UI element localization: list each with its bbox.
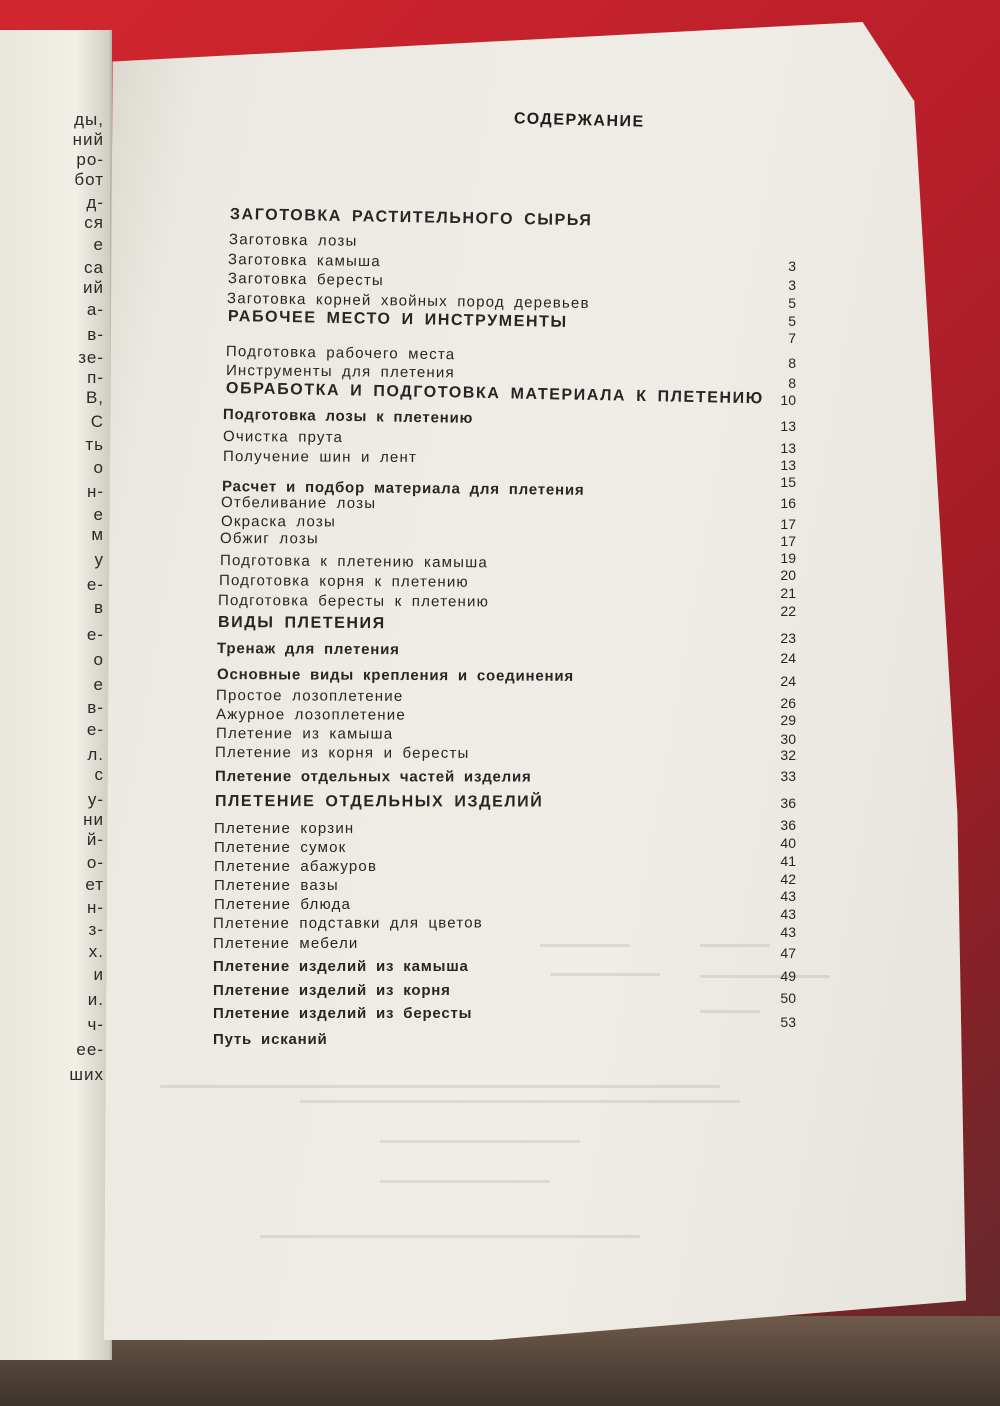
left-page-text-fragment: п- [87,368,104,387]
toc-entry: Плетение из корня и бересты [214,744,470,762]
toc-page-number: 22 [780,603,796,619]
toc-page-number: 43 [780,906,796,922]
toc-page-number: 17 [780,533,796,549]
toc-page-number: 24 [780,650,796,666]
toc-page-number: 20 [780,567,796,583]
toc-page-number: 47 [780,945,796,961]
toc-subsection: Плетение изделий из бересты [213,1005,473,1022]
toc-entry: Окраска лозы [220,513,337,531]
left-page-text-fragment: й- [86,830,104,849]
toc-page-number: 13 [780,418,796,434]
toc-entry: Заготовка камыша [227,251,381,271]
left-page-text-fragment: зе- [78,348,104,367]
left-page-text-fragment: м [91,525,104,544]
toc-section-heading: ОБРАБОТКА И ПОДГОТОВКА МАТЕРИАЛА К ПЛЕТЕНИЮ [225,380,764,408]
toc-page-number: 21 [780,585,796,601]
toc-page-number: 23 [780,630,796,646]
toc-entry: Плетение сумок [214,839,347,856]
toc-page-number: 8 [788,355,796,371]
left-page-text-fragment: о [93,458,104,477]
left-page-text-fragment: с [94,765,104,784]
toc-page-number: 43 [780,888,796,904]
left-page-text-fragment: х. [88,942,104,961]
left-page-text-fragment: в- [87,325,104,344]
toc-entry: Получение шин и лент [222,448,418,467]
left-page-text-fragment: ды, [74,110,104,129]
toc-page-number: 7 [788,330,796,346]
toc-entry: Простое лозоплетение [215,687,404,705]
toc-entry: Плетение мебели [213,935,359,952]
toc-page-number: 19 [780,550,796,566]
toc-page-number: 15 [780,474,796,490]
toc-page-number: 41 [780,853,796,869]
toc-page-number: 13 [780,457,796,473]
toc-page-number: 53 [780,1014,796,1030]
toc-section-heading: ЗАГОТОВКА РАСТИТЕЛЬНОГО СЫРЬЯ [229,206,593,230]
page-title: СОДЕРЖАНИЕ [513,110,645,131]
left-page-text-fragment: е- [86,625,104,644]
left-page-text-fragment: е [93,505,104,524]
toc-entry: Заготовка бересты [227,270,385,290]
toc-page-number: 3 [788,277,796,293]
left-page-text-fragment: ни [83,810,104,829]
toc-page-number: 16 [780,495,796,511]
left-page-text-fragment: у [94,550,104,569]
left-page-text-fragment: ний [72,130,104,149]
toc-subsection: Плетение изделий из корня [213,982,451,999]
toc-page-number: 13 [780,440,796,456]
toc-entry: Плетение блюда [214,896,352,913]
left-page-text-fragment: ся [84,213,104,232]
left-page-text-fragment: в- [87,698,104,717]
left-page-text-fragment: о- [86,853,104,872]
left-page-text-fragment: е- [86,720,104,739]
toc-entry: Подготовка рабочего места [225,343,456,364]
toc-page-number: 43 [780,924,796,940]
left-page-text-fragment: ий [83,278,104,297]
toc-subsection: Подготовка лозы к плетению [222,406,474,427]
left-page-text-fragment: бот [74,170,104,189]
toc-page-number: 17 [780,516,796,532]
left-page-text-fragment: В, [85,388,104,407]
left-page-text-fragment: ее- [76,1040,104,1059]
left-page-text-fragment: в [93,598,104,617]
toc-entry: Плетение подставки для цветов [212,914,483,932]
left-page-text-fragment: е- [86,575,104,594]
toc-page-number: 33 [780,768,796,784]
toc-subsection: Расчет и подбор материала для плетения [221,478,585,499]
left-page-text-fragment: ет [85,875,104,894]
toc-entry: Ажурное лозоплетение [215,706,406,724]
toc-section-heading: РАБОЧЕЕ МЕСТО И ИНСТРУМЕНТЫ [227,308,568,331]
toc-page-number: 40 [780,835,796,851]
left-page-text-fragment: у- [87,790,104,809]
toc-page-number: 30 [780,731,796,747]
toc-page-number: 50 [780,990,796,1006]
left-page-text-fragment: л. [87,745,104,764]
toc-page-number: 42 [780,871,796,887]
toc-subsection: Путь исканий [213,1031,328,1048]
toc-entry: Плетение вазы [214,877,339,894]
toc-subsection: Тренаж для плетения [216,640,400,659]
toc-page-number: 3 [788,258,796,274]
toc-entry: Подготовка к плетению камыша [219,552,489,572]
toc-subsection: Основные виды крепления и соединения [216,666,574,685]
toc-page-number: 5 [788,313,796,329]
left-page-text-fragment: С [90,412,104,431]
toc-entry: Отбеливание лозы [220,494,377,513]
left-page-text-fragment: е [93,235,104,254]
toc-page-number: 5 [788,295,796,311]
left-page-text-fragment: е [93,675,104,694]
toc-entry: Плетение абажуров [214,858,378,875]
left-page-text-fragment: и. [87,990,104,1009]
toc-entry: Обжиг лозы [219,530,319,548]
left-page-text-fragment: о [93,650,104,669]
toc-entry: Заготовка корней хвойных пород деревьев [226,290,590,313]
toc-entry: Подготовка корня к плетению [218,572,469,591]
toc-entry: Заготовка лозы [228,231,358,250]
left-page-text-fragment: и [93,965,104,984]
toc-subsection: Плетение отдельных частей изделия [214,768,532,786]
toc-page-number: 8 [788,375,796,391]
toc-subsection: Плетение изделий из камыша [213,958,469,975]
toc-entry: Инструменты для плетения [225,362,455,382]
toc-page-number: 29 [780,712,796,728]
toc-page-number: 49 [780,968,796,984]
left-page-text-fragment: д- [86,193,104,212]
toc-section-heading: ПЛЕТЕНИЕ ОТДЕЛЬНЫХ ИЗДЕЛИЙ [214,793,544,811]
toc-page-number: 36 [780,795,796,811]
toc-page-number: 26 [780,695,796,711]
left-page-text-fragment: з- [88,920,104,939]
left-page-text-fragment: а- [86,300,104,319]
toc-entry: Плетение из камыша [215,725,394,743]
left-page-text-fragment: ть [85,435,104,454]
toc-page-number: 10 [780,392,796,408]
toc-section-heading: ВИДЫ ПЛЕТЕНИЯ [217,614,386,633]
left-page-text-fragment: н- [86,898,104,917]
toc-page-number: 32 [780,747,796,763]
left-page-text-fragment: н- [86,482,104,501]
toc-entry: Подготовка бересты к плетению [217,592,490,611]
toc-entry: Очистка прута [222,428,344,447]
toc-page-number: 36 [780,817,796,833]
left-page-text-fragment: са [84,258,104,277]
left-page-text-fragment: ч- [87,1015,104,1034]
toc-page-number: 24 [780,673,796,689]
left-page-text-fragment: ших [69,1065,104,1084]
left-page-text-fragment: ро- [76,150,104,169]
toc-entry: Плетение корзин [214,820,355,837]
